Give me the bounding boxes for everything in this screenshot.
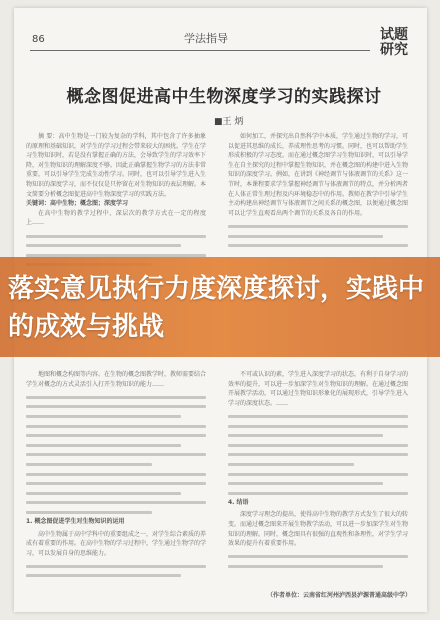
section-heading: 4. 结语 (228, 498, 249, 506)
column-left-bottom (26, 340, 206, 605)
text-line (26, 482, 206, 485)
text-line (228, 434, 383, 437)
article-title: 概念图促进高中生物深度学习的实践探讨 (66, 87, 382, 107)
text-line (228, 492, 408, 495)
text-line (228, 555, 408, 558)
text-line (26, 444, 181, 447)
header-rule (30, 50, 370, 51)
text-line (228, 225, 408, 228)
text-line (26, 463, 152, 466)
text-line (228, 235, 383, 238)
running-head (14, 8, 427, 56)
column-right-bottom (228, 340, 408, 590)
text-line (26, 405, 206, 408)
body-paragraph: 不可或认识的素，学生进入深度学习的状态，有利于自身学习的效率的提升，可以进一步加深学生对生物知识的理解。在通过概念图开展教学活动，可以通过生物知识形象化的展现形式，引导学生进入学习的深度状态。…… (228, 371, 408, 407)
author: ■王 炳 (214, 117, 244, 127)
abstract-paragraph: 摘 要：高中生物是一门较为复杂的学科，其中包含了许多抽象的原理和基础知识，对学生的学习过程会带来较大的困扰。学生在学习生物知识时，若是没有掌握正确的方法，会导致学生的学习效率下降，对生物知识的理解深度不够。因此正确掌握生物学习的方法非常重要，可以引导学生完成生动性学习。同时，也可以引导学生进入生物知识的深度学习，而不仅仅是只停留在对生物知识的表层理解。本文简要分析概念图促进高中生物深度学习的实践方法。 (26, 133, 206, 198)
text-line (26, 492, 181, 495)
text-line (26, 574, 181, 577)
text-line (26, 565, 206, 568)
body-paragraph: 在高中生物的教学过程中，深层次的教学方式在一定的程度上…… (26, 209, 206, 227)
body-paragraph: 深度学习理念的提出，使得高中生物的教学方式发生了很大的转变。而通过概念图来开展生物教学活动，可以进一步加深学生对生物知识的理解。同时，概念图具有很强的直观性和条理性，对学生学习效果的提升有着重要作用。 (228, 511, 408, 548)
text-line (26, 415, 181, 418)
section-tag-text: 试题 研究 (380, 27, 408, 58)
text-line (228, 425, 408, 428)
text-line (228, 473, 408, 476)
text-line (26, 396, 206, 399)
text-line (228, 244, 408, 247)
body-paragraph: 高中生物属于高中学科中的重要组成之一，对学生综合素质的养成有着重要的作用。在高中生物的学习过程中，学生通过生物学的学习，可以发展自身的思维能力。 (26, 530, 206, 557)
text-line (26, 235, 206, 238)
text-line (26, 425, 206, 428)
journal-name: 学法指导 (184, 32, 228, 45)
page-number: 86 (32, 34, 45, 45)
author-affiliation: （作者单位：云南省红河州泸西县泸源普通高级中学） (266, 592, 411, 599)
text-line (228, 444, 408, 447)
body-paragraph: 如何加工，并探究出自然科学中本质，学生通过生物的学习，可以促进其思维的成长，养成理性思考的习惯。同时，也可以帮助学生形成积极的学习态度。而在通过概念图学习生物知识时，可以引导学生在自主探究的过程中掌握生物知识，并在概念图的构建中进入生物知识的深度学习。例如，在讲到《神经调节与体液调节的关系》这一节时，本课程要求学生掌握神经调节与体液调节的特点，并分析两者在人体正常生理过程及内环境稳态中的作用。教师在教学中引导学生主动构建出神经调节与体液调节之间关系的概念图，以便通过概念图可以让学生直观看出两个调节的关系及各自的作用。 (228, 133, 408, 217)
section-tag (377, 28, 411, 58)
body-paragraph: 地图和概念构图等内容。在生物的概念图教学时，教师需要结合学生对概念的方式灵活引入打开生物知识的能力…… (26, 371, 206, 388)
banner-headline: 落实意见执行力度深度探讨，实践中的成效与挑战 (8, 274, 425, 342)
text-line (26, 473, 206, 476)
section-heading: 1. 概念图促进学生对生物知识的运用 (26, 517, 125, 525)
text-line (26, 511, 152, 514)
text-line (228, 463, 354, 466)
text-line (228, 415, 408, 418)
text-line (26, 501, 206, 504)
text-line (26, 453, 206, 456)
text-line (228, 482, 383, 485)
text-line (228, 565, 383, 568)
text-line (26, 244, 181, 247)
text-line (228, 453, 408, 456)
text-line (26, 434, 206, 437)
keywords-line: 关键词：高中生物；概念图；深度学习 (26, 200, 129, 208)
